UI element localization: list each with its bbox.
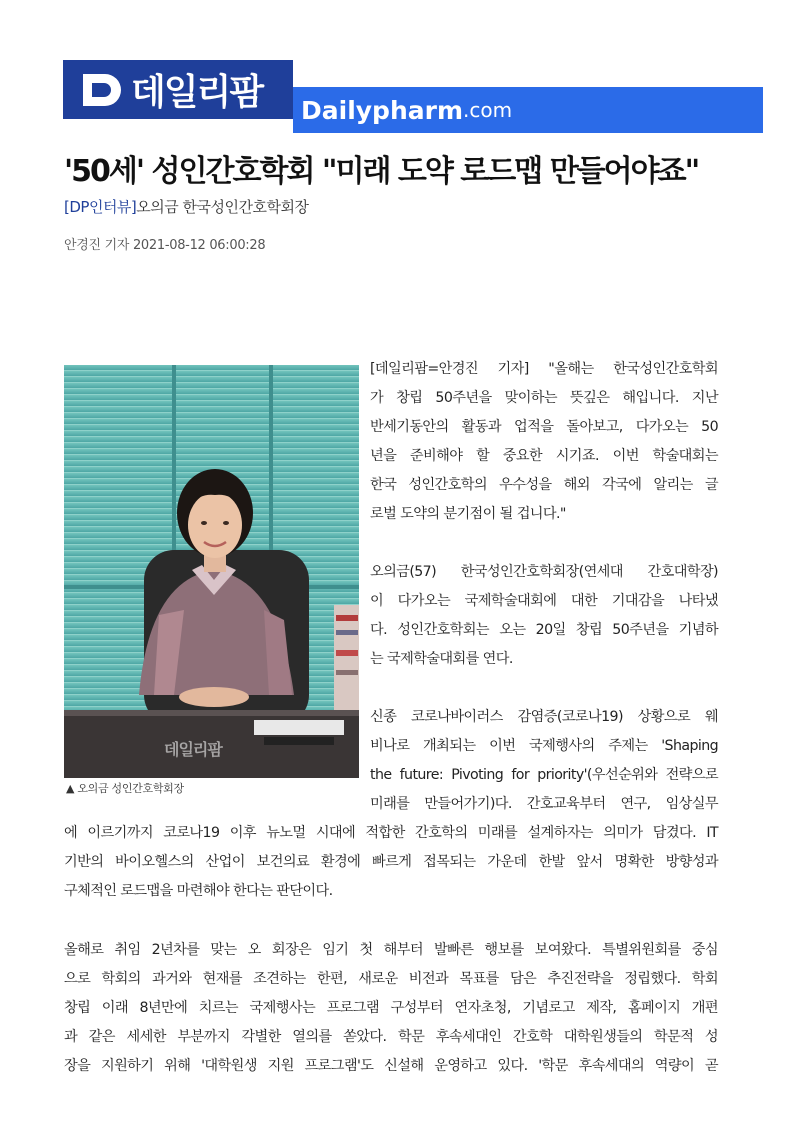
- site-logo[interactable]: [63, 60, 293, 119]
- photo-watermark: 데일리팜: [164, 740, 222, 759]
- text-line: 올해로 취임 2년차를 맞는 오 회장은 임기 첫 해부터 발빠른 행보를 보여왔다. 특별위원회를 중심: [64, 942, 718, 958]
- text-line: 미래를 만들어가기)다. 간호교육부터 연구, 임상실무: [370, 796, 718, 812]
- paragraph-3-continued: [64, 819, 718, 906]
- text-line: 에 이르기까지 코로나19 이후 뉴노멀 시대에 적합한 간호학의 미래를 설계하자는 의미가 담겼다. IT: [64, 825, 718, 841]
- text-line: the future: Pivoting for priority'(우선순위와 전략으로: [370, 767, 718, 783]
- text-line: 으로 학회의 과거와 현재를 조견하는 한편, 새로운 비전과 목표를 담은 추진전략을 정립했다. 학회: [64, 971, 718, 987]
- text-line: 반세기동안의 활동과 업적을 돌아보고, 다가오는 50: [370, 419, 718, 435]
- text-line: 구체적인 로드맵을 마련해야 한다는 판단이다.: [64, 883, 333, 899]
- paragraph-3: [370, 703, 718, 819]
- brand-name: Dailypharm: [301, 95, 463, 125]
- text-line: 오의금(57) 한국성인간호학회장(연세대 간호대학장): [370, 564, 718, 580]
- subhead-text: 오의금 한국성인간호학회장: [136, 198, 309, 216]
- interview-tag[interactable]: [DP인터뷰]: [64, 198, 137, 216]
- photo-caption: ▲ 오의금 성인간호학회장: [66, 782, 184, 795]
- paragraph-2: [370, 558, 718, 674]
- article-byline: 안경진 기자 2021-08-12 06:00:28: [64, 238, 266, 253]
- text-line: 다. 성인간호학회는 오는 20일 창립 50주년을 기념하: [370, 622, 718, 638]
- text-line: 신종 코로나바이러스 감염증(코로나19) 상황으로 웨: [370, 709, 718, 725]
- text-line: 는 국제학술대회를 연다.: [370, 651, 513, 667]
- text-line: 로벌 도약의 분기점이 될 겁니다.": [370, 506, 566, 522]
- interview-photo: [64, 365, 359, 778]
- text-line: 기반의 바이오헬스의 산업이 보건의료 환경에 빠르게 접목되는 가운데 한발 앞서 명확한 방향성과: [64, 854, 718, 870]
- text-line: 가 창립 50주년을 맞이하는 뜻깊은 해입니다. 지난: [370, 390, 718, 406]
- paragraph-4: [64, 936, 718, 1081]
- text-line: 창립 이래 8년만에 치르는 국제행사는 프로그램 구성부터 연자초청, 기념로고 제작, 홈페이지 개편: [64, 1000, 718, 1016]
- dailypharm-logo-icon: [81, 70, 125, 110]
- text-line: [데일리팜=안경진 기자] "올해는 한국성인간호학회: [370, 361, 718, 377]
- article-subhead: [64, 196, 308, 217]
- article-headline: '50세' 성인간호학회 "미래 도약 로드맵 만들어야죠": [64, 154, 699, 189]
- brand-banner[interactable]: [293, 87, 763, 133]
- text-line: 년을 준비해야 할 중요한 시기죠. 이번 학술대회는: [370, 448, 718, 464]
- photo-illustration: [64, 365, 359, 778]
- logo-text: 데일리팜: [131, 72, 263, 113]
- paragraph-1: [370, 355, 718, 529]
- text-line: 비나로 개최되는 이번 국제행사의 주제는 'Shaping: [370, 738, 718, 754]
- brand-domain: .com: [463, 98, 513, 122]
- text-line: 장을 지원하기 위해 '대학원생 지원 프로그램'도 신설해 운영하고 있다. '학문 후속세대의 역량이 곧: [64, 1058, 718, 1074]
- text-line: 과 같은 세세한 부분까지 각별한 열의를 쏟았다. 학문 후속세대인 간호학 대학원생들의 학문적 성: [64, 1029, 718, 1045]
- text-line: 한국 성인간호학의 우수성을 해외 각국에 알리는 글: [370, 477, 718, 493]
- text-line: 이 다가오는 국제학술대회에 대한 기대감을 나타냈: [370, 593, 718, 609]
